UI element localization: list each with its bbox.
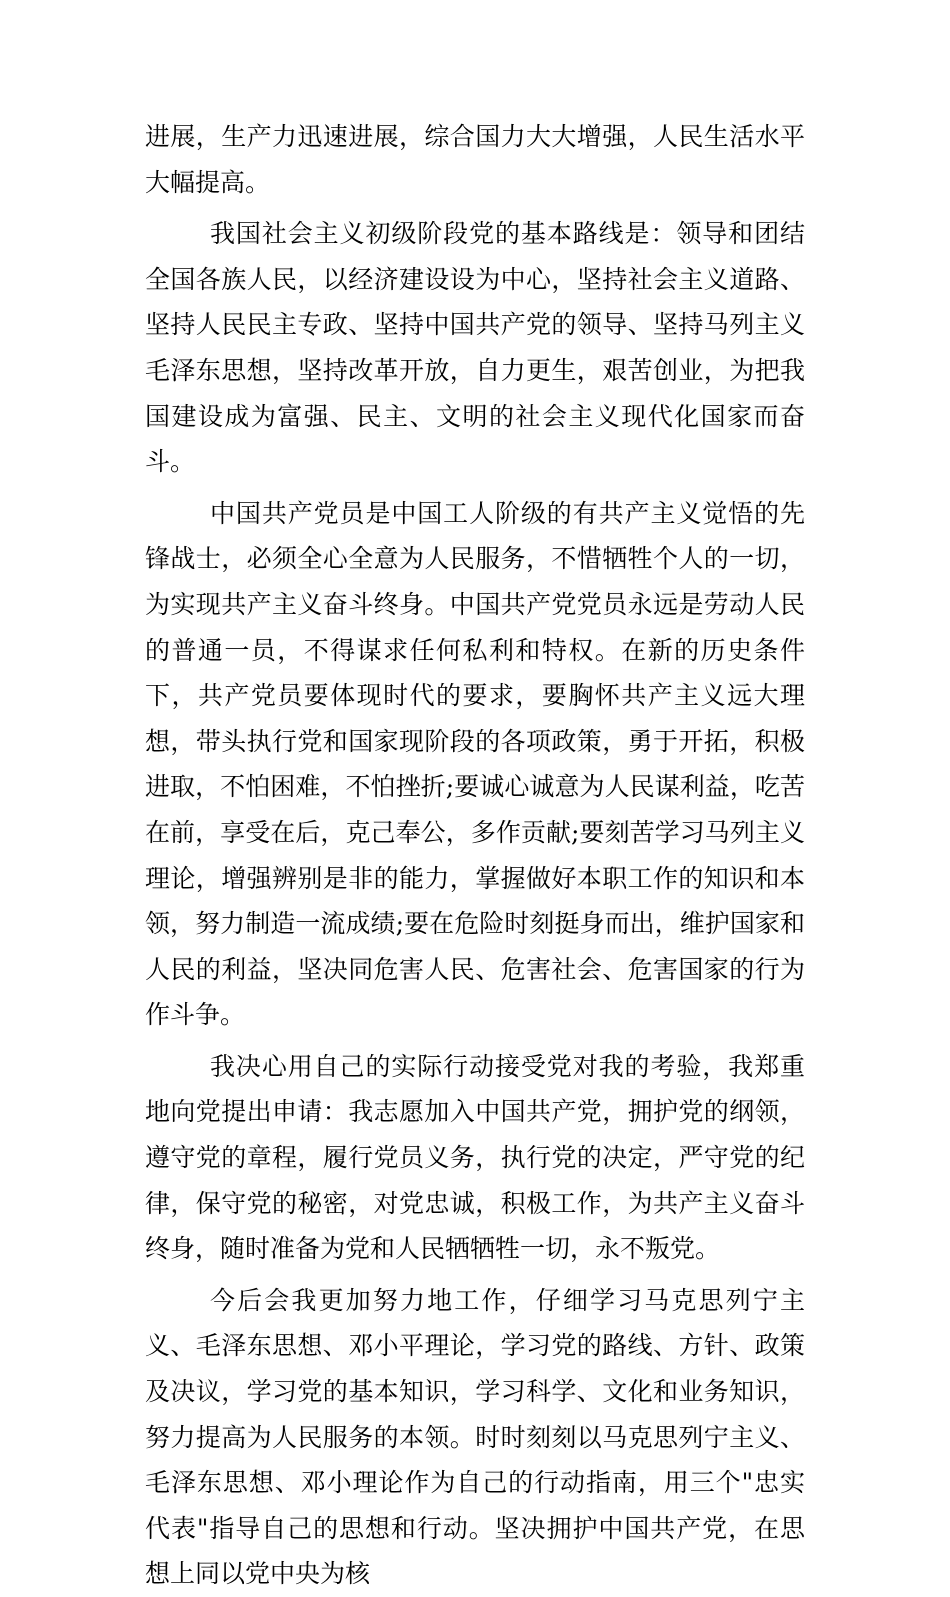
paragraph-continued: 进展，生产力迅速进展，综合国力大大增强，人民生活水平大幅提高。 — [145, 122, 805, 197]
paragraph-party-member: 中国共产党员是中国工人阶级的有共产主义觉悟的先锋战士，必须全心全意为人民服务，不惜牺牲个人的一切，为实现共产主义奋斗终身。中国共产党党员永远是劳动人民的普通一员，不得谋求任何私利和特权。在新的历史条件下，共产党员要体现时代的要求，要胸怀共产主义远大理想，带头执行党和国家现阶段的各项政策，勇于开拓，积极进取，不怕困难，不怕挫折;要诚心诚意为人民谋利益，吃苦在前，享受在后，克己奉公，多作贡献;要刻苦学习马列主义理论，增强辨别是非的能力，掌握做好本职工作的知识和本领，努力制造一流成绩;要在危险时刻挺身而出，维护国家和人民的利益，坚决同危害人民、危害社会、危害国家的行为作斗争。 — [145, 498, 805, 1030]
paragraph-basic-line: 我国社会主义初级阶段党的基本路线是：领导和团结全国各族人民，以经济建设设为中心，坚持社会主义道路、坚持人民民主专政、坚持中国共产党的领导、坚持马列主义毛泽东思想，坚持改革开放，自力更生，艰苦创业，为把我国建设成为富强、民主、文明的社会主义现代化国家而奋斗。 — [145, 219, 805, 477]
paragraph-application: 我决心用自己的实际行动接受党对我的考验，我郑重地向党提出申请：我志愿加入中国共产党，拥护党的纲领，遵守党的章程，履行党员义务，执行党的决定，严守党的纪律，保守党的秘密，对党忠诚，积极工作，为共产主义奋斗终身，随时准备为党和人民牺牺牲一切，永不叛党。 — [145, 1051, 805, 1264]
document-body — [145, 114, 805, 1597]
paragraph-future-commitment: 今后会我更加努力地工作，仔细学习马克思列宁主义、毛泽东思想、邓小平理论，学习党的路线、方针、政策及决议，学习党的基本知识，学习科学、文化和业务知识，努力提高为人民服务的本领。时时刻刻以马克思列宁主义、毛泽东思想、邓小理论作为自己的行动指南，用三个"忠实代表"指导自己的思想和行动。坚决拥护中国共产党，在思想上同以党中央为核 — [145, 1285, 805, 1589]
